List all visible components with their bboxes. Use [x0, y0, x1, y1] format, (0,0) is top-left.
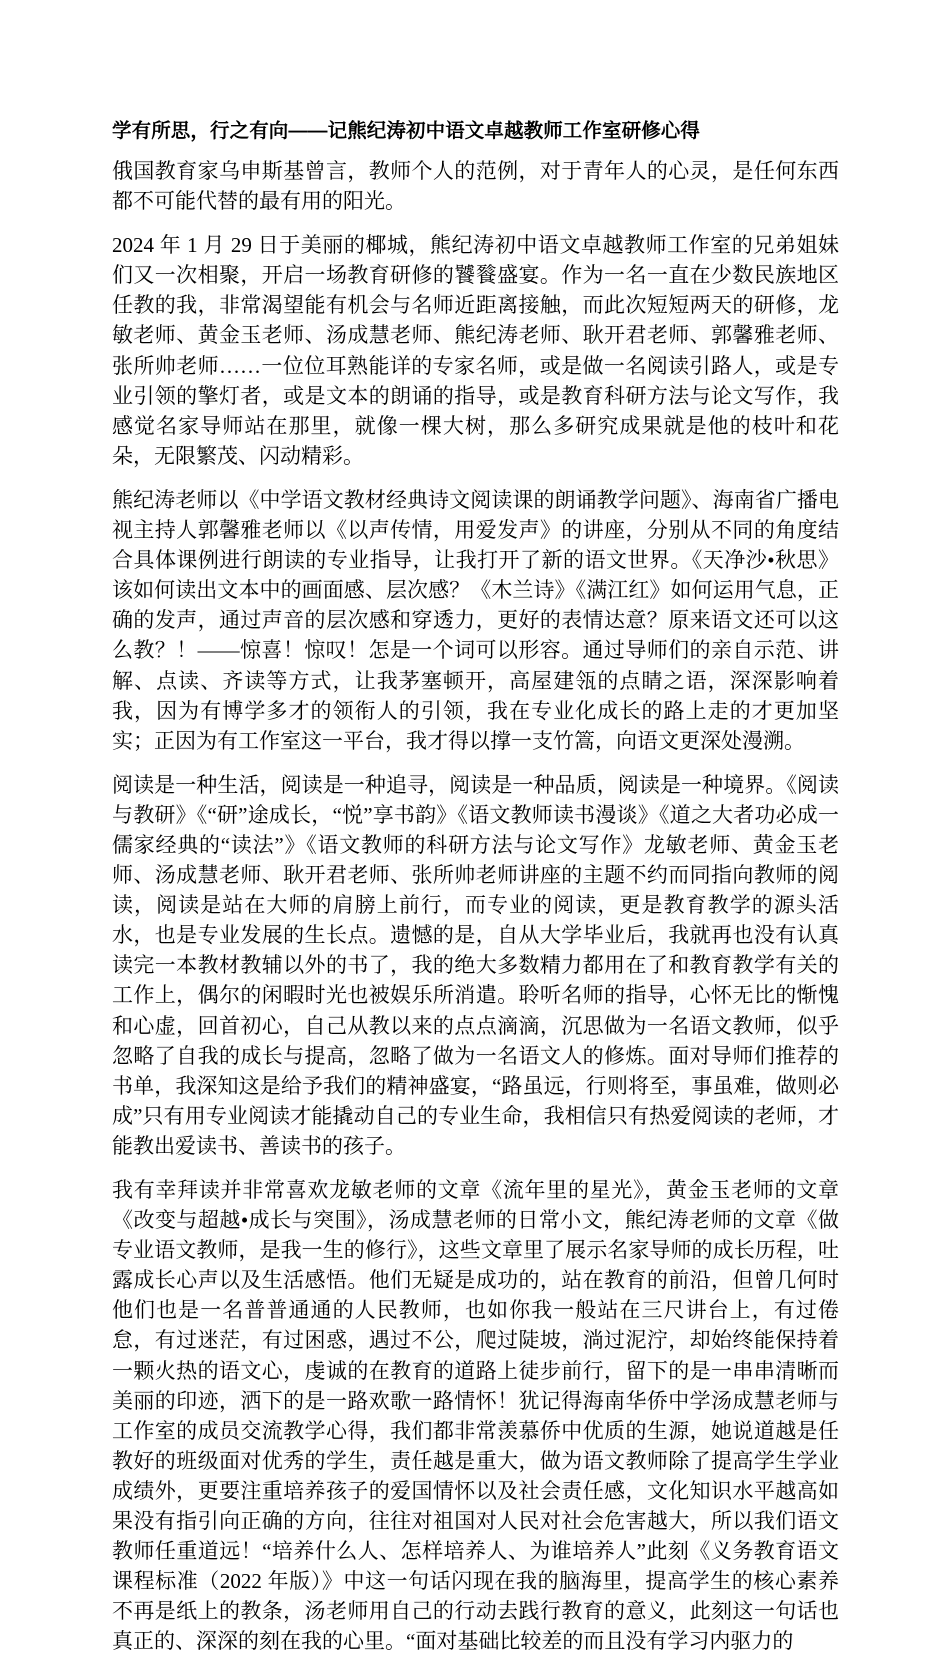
paragraph-3: 熊纪涛老师以《中学语文教材经典诗文阅读课的朗诵教学问题》、海南省广播电视主持人郭馨雅老师以《以声传情，用爱发声》的讲座，分别从不同的角度结合具体课例进行朗读的专业指导，让我打开了新的语文世界。《天净沙•秋思》该如何读出文本中的画面感、层次感？《木兰诗》《满江红》如何运用气息，正确的发声，通过声音的层次感和穿透力，更好的表情达意？原来语文还可以这么教？！——惊喜！惊叹！怎是一个词可以形容。通过导师们的亲自示范、讲解、点读、齐读等方式，让我茅塞顿开，高屋建瓴的点睛之语，深深影响着我，因为有博学多才的领衔人的引领，我在专业化成长的路上走的才更加坚实；正因为有工作室这一平台，我才得以撑一支竹篙，向语文更深处漫溯。	[112, 487, 839, 753]
document-body	[112, 118, 839, 1657]
paragraph-2: 2024 年 1 月 29 日于美丽的椰城，熊纪涛初中语文卓越教师工作室的兄弟姐妹们又一次相聚，开启一场教育研修的饕餮盛宴。作为一名一直在少数民族地区任教的我，非常渴望能有机会与名师近距离接触，而此次短短两天的研修，龙敏老师、黄金玉老师、汤成慧老师、熊纪涛老师、耿开君老师、郭馨雅老师、张所帅老师……一位位耳熟能详的专家名师，或是做一名阅读引路人，或是专业引领的擎灯者，或是文本的朗诵的指导，或是教育科研方法与论文写作，我感觉名家导师站在那里，就像一棵大树，那么多研究成果就是他的枝叶和花朵，无限繁茂、闪动精彩。	[112, 233, 839, 468]
paragraph-1: 俄国教育家乌申斯基曾言，教师个人的范例，对于青年人的心灵，是任何东西都不可能代替的最有用的阳光。	[112, 159, 839, 214]
page-title: 学有所思，行之有向——记熊纪涛初中语文卓越教师工作室研修心得	[112, 120, 701, 142]
paragraph-4: 阅读是一种生活，阅读是一种追寻，阅读是一种品质，阅读是一种境界。《阅读与教研》《“研”途成长，“悦”享书韵》《语文教师读书漫谈》《道之大者功必成一儒家经典的“读法”》《语文教师的科研方法与论文写作》龙敏老师、黄金玉老师、汤成慧老师、耿开君老师、张所帅老师讲座的主题不约而同指向教师的阅读，阅读是站在大师的肩膀上前行，而专业的阅读，更是教育教学的源头活水，也是专业发展的生长点。遗憾的是，自从大学毕业后，我就再也没有认真读完一本教材教辅以外的书了，我的绝大多数精力都用在了和教育教学有关的工作上，偶尔的闲暇时光也被娱乐所消遣。聆听名师的指导，心怀无比的惭愧和心虚，回首初心，自己从教以来的点点滴滴，沉思做为一名语文教师，似乎忽略了自我的成长与提高，忽略了做为一名语文人的修炼。面对导师们推荐的书单，我深知这是给予我们的精神盛宴，“路虽远，行则将至，事虽难，做则必成”只有用专业阅读才能撬动自己的专业生命，我相信只有热爱阅读的老师，才能教出爱读书、善读书的孩子。	[112, 772, 839, 1158]
paragraph-5: 我有幸拜读并非常喜欢龙敏老师的文章《流年里的星光》，黄金玉老师的文章《改变与超越•成长与突围》，汤成慧老师的日常小文，熊纪涛老师的文章《做专业语文教师，是我一生的修行》，这些文章里了展示名家导师的成长历程，吐露成长心声以及生活感悟。他们无疑是成功的，站在教育的前沿，但曾几何时他们也是一名普普通通的人民教师，也如你我一般站在三尺讲台上，有过倦怠，有过迷茫，有过困惑，遇过不公，爬过陡坡，淌过泥泞，却始终能保持着一颗火热的语文心，虔诚的在教育的道路上徒步前行，留下的是一串串清晰而美丽的印迹，洒下的是一路欢歌一路情怀！犹记得海南华侨中学汤成慧老师与工作室的成员交流教学心得，我们都非常羡慕侨中优质的生源，她说道越是任教好的班级面对优秀的学生，责任越是重大，做为语文教师除了提高学生学业成绩外，更要注重培养孩子的爱国情怀以及社会责任感，文化知识水平越高如果没有指引向正确的方向，往往对祖国对人民对社会危害越大，所以我们语文教师任重道远！“培养什么人、怎样培养人、为谁培养人”此刻《义务教育语文课程标准（2022 年版）》中这一句话闪现在我的脑海里，提高学生的核心素养不再是纸上的教条，汤老师用自己的行动去践行教育的意义，此刻这一句话也真正的、深深的刻在我的心里。“面对基础比较差的而且没有学习内驱力的	[112, 1178, 839, 1654]
